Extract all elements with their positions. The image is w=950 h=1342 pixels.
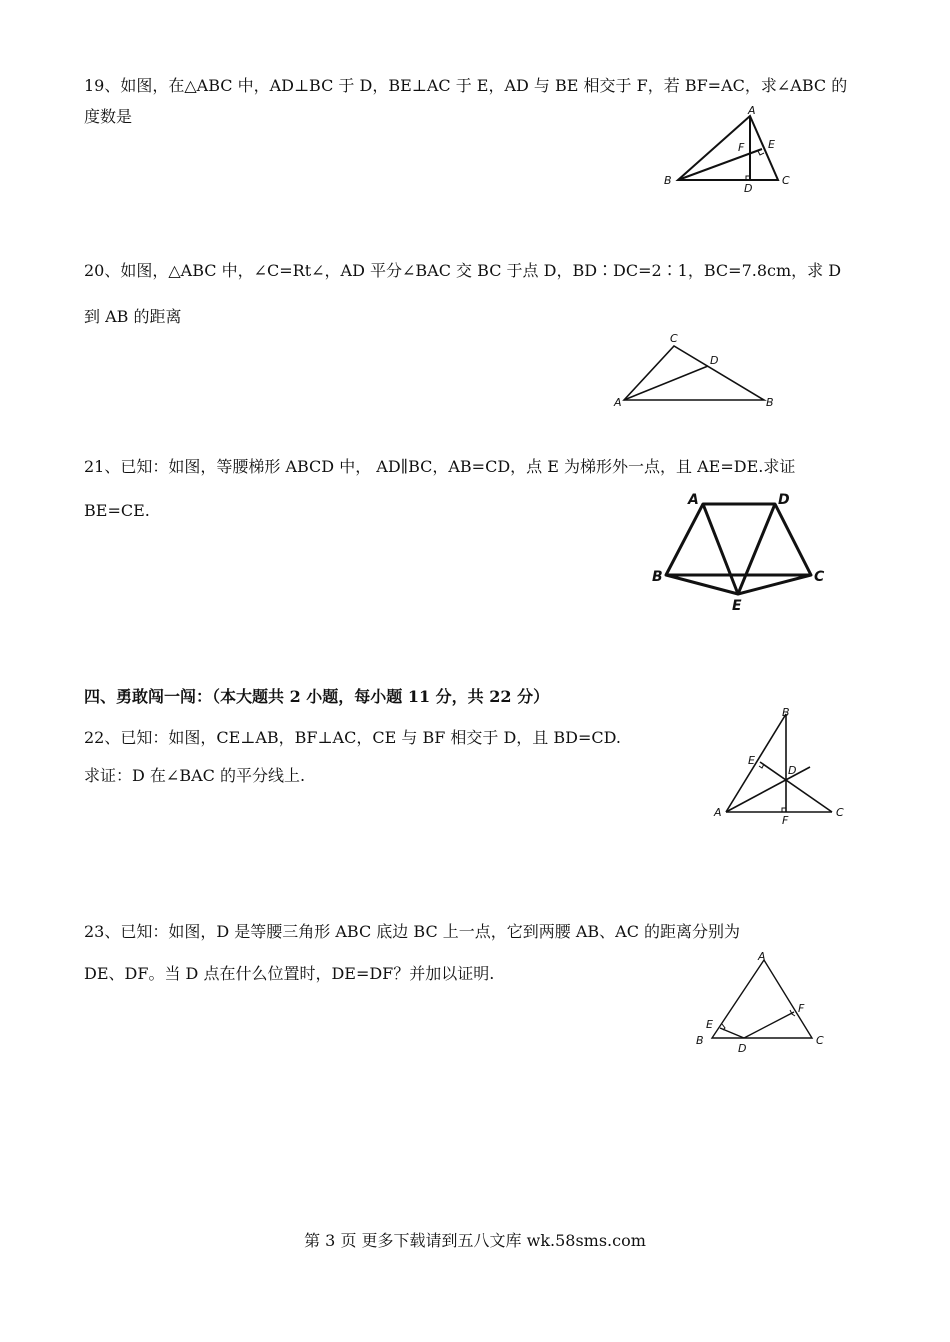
figure-20-svg	[612, 328, 792, 412]
label-e: E	[706, 1018, 713, 1031]
bisector-ad	[726, 767, 810, 812]
page-footer: 第 3 页 更多下载请到五八文库 wk.58sms.com	[304, 1231, 646, 1250]
perpendicular-df	[744, 1012, 794, 1038]
label-b: B	[696, 1034, 704, 1047]
label-e: E	[732, 598, 742, 614]
label-f: F	[782, 814, 789, 827]
label-f: F	[798, 1002, 805, 1015]
question-20-line-1: 20、如图，△ABC 中，∠C=Rt∠，AD 平分∠BAC 交 BC 于点 D，BD∶DC=2∶1，BC=7.8cm，求 D	[84, 261, 842, 280]
label-d: D	[778, 492, 790, 508]
right-angle-mark-e	[758, 151, 764, 155]
triangle-abc	[712, 960, 812, 1038]
figure-23	[694, 948, 834, 1058]
label-b: B	[766, 396, 774, 409]
label-a: A	[688, 492, 699, 508]
label-e: E	[768, 138, 775, 151]
label-b: B	[782, 706, 790, 719]
figure-22-svg	[712, 704, 852, 828]
label-d: D	[710, 354, 719, 367]
label-e: E	[748, 754, 755, 767]
triangle-abc	[678, 116, 778, 180]
question-21-line-1: 21、已知：如图，等腰梯形 ABCD 中， AD∥BC，AB=CD，点 E 为梯形外一点，且 AE=DE.求证	[84, 457, 796, 476]
question-19-line-1: 19、如图，在△ABC 中，AD⊥BC 于 D，BE⊥AC 于 E，AD 与 BE 相交于 F，若 BF=AC，求∠ABC 的	[84, 76, 848, 95]
question-22-line-1: 22、已知：如图，CE⊥AB，BF⊥AC，CE 与 BF 相交于 D，且 BD=CD.	[84, 728, 621, 747]
figure-19-svg	[660, 104, 810, 196]
label-a: A	[614, 396, 622, 409]
label-c: C	[782, 174, 790, 187]
label-f: F	[738, 141, 745, 154]
figure-19	[660, 104, 810, 196]
figure-21	[648, 488, 832, 614]
section-4-heading: 四、勇敢闯一闯：（本大题共 2 小题，每小题 11 分，共 22 分）	[84, 687, 550, 706]
right-angle-mark-e	[759, 764, 764, 768]
question-20	[84, 248, 841, 340]
label-d: D	[738, 1042, 747, 1055]
figure-22	[712, 704, 852, 828]
question-23-line-1: 23、已知：如图，D 是等腰三角形 ABC 底边 BC 上一点，它到两腰 AB、AC 的距离分别为	[84, 922, 741, 941]
label-c: C	[836, 806, 844, 819]
question-23	[84, 911, 740, 995]
label-a: A	[758, 950, 766, 963]
question-22	[84, 719, 621, 795]
label-d: D	[788, 764, 797, 777]
label-c: C	[814, 569, 825, 585]
label-b: B	[664, 174, 672, 187]
figure-20	[612, 328, 792, 412]
label-c: C	[816, 1034, 824, 1047]
bisector-ad	[624, 366, 708, 400]
question-20-line-2: 到 AB 的距离	[84, 307, 182, 326]
question-23-line-2: DE、DF。当 D 点在什么位置时，DE=DF？并加以证明.	[84, 964, 495, 983]
question-19-line-2: 度数是	[84, 107, 133, 126]
figure-23-svg	[694, 948, 834, 1058]
segments-ae-de	[703, 504, 775, 594]
label-c: C	[670, 332, 678, 345]
figure-21-svg	[648, 488, 832, 614]
label-a: A	[714, 806, 722, 819]
label-d: D	[744, 182, 753, 195]
trapezoid-abcd	[666, 504, 811, 575]
label-b: B	[652, 569, 663, 585]
question-21-line-2: BE=CE.	[84, 501, 150, 520]
label-a: A	[748, 104, 756, 117]
question-22-line-2: 求证：D 在∠BAC 的平分线上.	[84, 766, 306, 785]
side-ab	[726, 714, 786, 812]
